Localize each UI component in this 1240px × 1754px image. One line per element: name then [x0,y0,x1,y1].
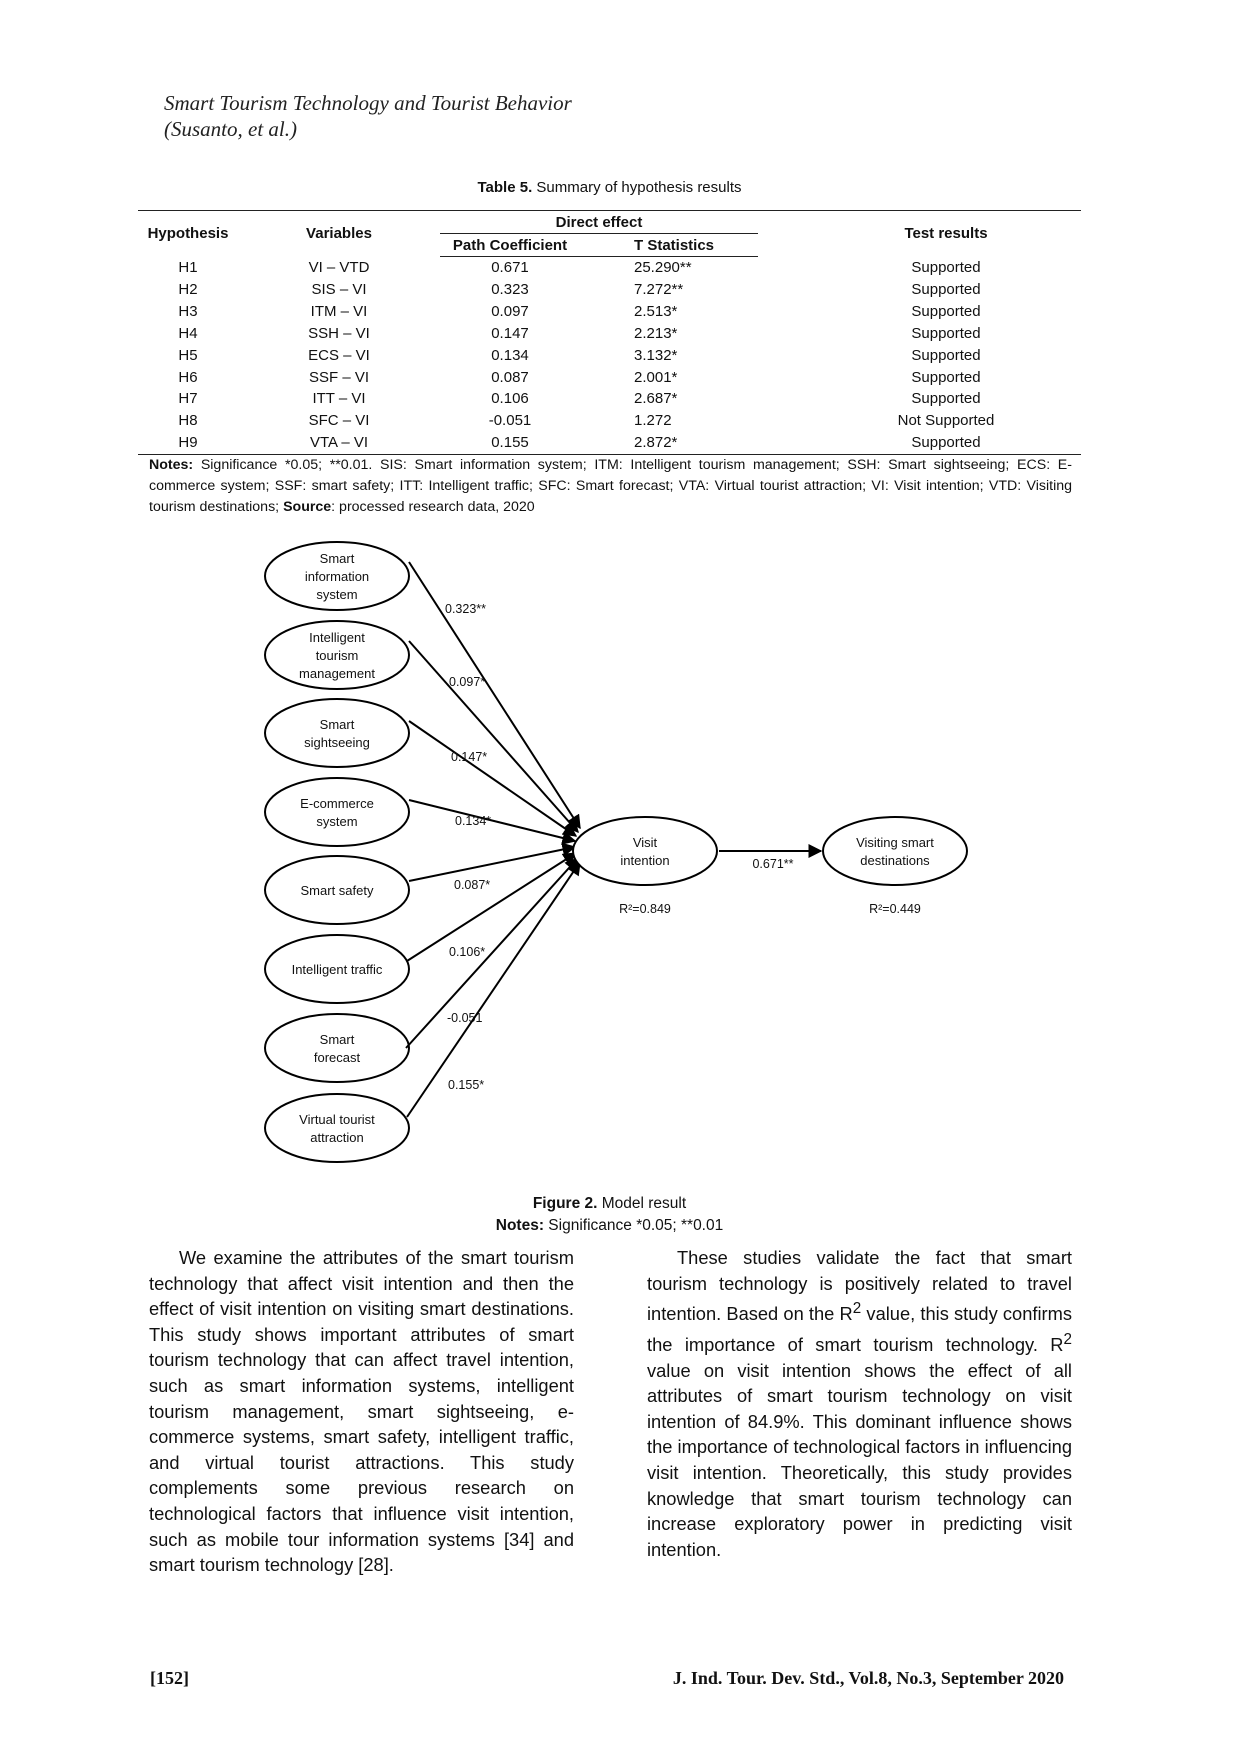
cell-path-coefficient: -0.051 [488,412,532,430]
header-test-results: Test results [811,211,1081,257]
cell-test-result: Supported [911,258,981,276]
source-label: Source [283,499,332,515]
left-paragraph: We examine the attributes of the smart tourism technology that affect visit intention and then the effect of visit intention on visiting smart destinations. This study shows important attributes of smart tourism technology that can affect travel intention, such as smart information systems, intelligent tourism management, smart sightseeing, e-commerce systems, smart safety, intelligent traffic, and virtual tourist attractions. This study complements some previous research on technological factors that influence visit intention, such as mobile tour information systems [34] and smart tourism technology [28]. [149,1247,574,1576]
figure-caption-label: Figure 2. [532,1195,598,1212]
cell-test-result: Supported [911,390,981,408]
cell-spacer [758,279,811,301]
header-direct-effect: Direct effect [440,211,758,234]
notes-text: Significance *0.05; **0.01. SIS: Smart information system; ITM: Intelligent tourism management; SSH: Smart sightseeing; ECS: E-commerce system; SSF: smart safety; ITT: Intelligent traffic; SFC: Smart forecast; VTA: Virtual tourist attraction; VI: Visit intention; VTD: Visiting tourism destinations; [149,457,1072,515]
right-text-2: value, this study confirms the importance of smart tourism technology. R [647,1303,1072,1355]
cell-hypothesis: H6 [178,368,198,386]
table-row [138,257,1081,279]
path-coefficient-label: 0.155* [448,1078,485,1092]
cell-test-result: Supported [911,346,981,364]
table-row [138,301,1081,323]
construct-label-line: Virtual tourist [299,1112,375,1127]
construct-label-line: sightseeing [304,735,370,750]
cell-t-statistics: 1.272 [634,412,672,430]
cell-path-coefficient: 0.097 [491,302,529,320]
construct-label-line: management [299,666,375,681]
construct-ellipse [265,778,409,846]
cell-spacer [758,323,811,345]
visit-intention-ellipse [573,817,717,885]
cell-t-statistics: 2.687* [634,390,678,408]
construct-ellipse [265,1094,409,1162]
header-variables: Variables [238,211,440,257]
destinations-ellipse [823,817,967,885]
cell-hypothesis: H1 [178,258,198,276]
construct-label-line: system [316,814,358,829]
construct-label-line: Intelligent [309,630,365,645]
cell-hypothesis: H8 [178,412,198,430]
source-text: : processed research data, 2020 [331,499,535,515]
construct-label-line: Intelligent traffic [291,962,383,977]
cell-path-coefficient: 0.147 [491,324,529,342]
cell-path-coefficient: 0.106 [491,390,529,408]
table-row [138,323,1081,345]
figure-notes-text: Significance *0.05; **0.01 [544,1217,724,1234]
table-row [138,388,1081,410]
construct-label-line: Smart [319,551,355,566]
table-caption [138,179,1081,196]
table-row [138,432,1081,454]
path-arrow [407,862,580,1117]
right-paragraph [647,1245,1072,1562]
figure-notes-label: Notes: [495,1217,544,1234]
cell-path-coefficient: 0.087 [491,368,529,386]
table-row [138,367,1081,389]
path-arrow [406,858,578,1048]
header-path-coefficient: Path Coefficient [440,234,580,257]
main-path-coefficient-label: 0.671** [752,857,794,871]
cell-variables: ITT – VI [312,390,366,408]
cell-variables: SSF – VI [308,368,370,386]
cell-test-result: Supported [911,302,981,320]
cell-variables: SFC – VI [308,412,370,430]
construct-label-line: system [316,587,358,602]
path-coefficient-label: 0.097* [449,675,486,689]
path-coefficient-label: 0.134* [455,814,492,828]
cell-variables: ITM – VI [310,302,368,320]
path-arrow [409,641,578,832]
header-hypothesis: Hypothesis [138,211,238,257]
construct-ellipse [265,699,409,767]
cell-variables: VTA – VI [238,432,440,454]
cell-t-statistics: 2.513* [634,302,678,320]
journal-reference: J. Ind. Tour. Dev. Std., Vol.8, No.3, September 2020 [672,1668,1064,1688]
path-coefficient-label: -0.051 [447,1011,483,1025]
cell-test-result: Supported [811,432,1081,454]
cell-test-result: Supported [911,324,981,342]
cell-variables: VI – VTD [308,258,370,276]
cell-t-statistics: 2.872* [580,432,758,454]
cell-spacer [758,388,811,410]
cell-path-coefficient: 0.155 [440,432,580,454]
construct-label-line: Smart safety [300,883,374,898]
table-row [138,410,1081,432]
cell-hypothesis: H5 [178,346,198,364]
cell-spacer [758,367,811,389]
cell-variables: ECS – VI [308,346,370,364]
cell-t-statistics: 7.272** [634,280,684,298]
running-header [164,90,572,142]
cell-t-statistics: 2.213* [634,324,678,342]
right-column [647,1245,1072,1562]
cell-hypothesis: H7 [178,390,198,408]
notes-label: Notes: [149,457,194,473]
cell-test-result: Supported [911,368,981,386]
construct-label-line: Smart [319,717,355,732]
cell-hypothesis: H9 [138,432,238,454]
table-notes [149,455,1072,518]
construct-ellipse [265,1014,409,1082]
path-coefficient-label: 0.087* [454,878,491,892]
cell-t-statistics: 25.290** [634,259,692,276]
visit-intention-r2: R²=0.849 [619,902,671,916]
cell-spacer [758,410,811,432]
cell-spacer [758,345,811,367]
cell-hypothesis: H2 [178,280,198,298]
cell-path-coefficient: 0.323 [491,280,529,298]
header-authors: (Susanto, et al.) [164,117,297,141]
left-column [149,1245,574,1578]
visit-intention-label-line: Visit [632,835,658,850]
construct-label-line: tourism [315,648,359,663]
path-arrow [409,800,575,841]
hypothesis-table [138,210,1081,455]
header-title: Smart Tourism Technology and Tourist Behavior [164,91,572,115]
path-coefficient-label: 0.106* [449,945,486,959]
cell-variables: SSH – VI [308,324,370,342]
path-arrow [409,562,580,828]
construct-label-line: information [304,569,370,584]
table-row [138,345,1081,367]
table-caption-text: Summary of hypothesis results [532,179,742,196]
page-number: [152] [150,1668,189,1688]
header-t-statistics: T Statistics [580,234,758,257]
destinations-label-line: destinations [860,853,930,868]
construct-label-line: forecast [313,1050,361,1065]
cell-spacer [758,432,811,454]
figure-caption-text: Model result [597,1195,687,1212]
cell-path-coefficient: 0.134 [491,346,529,364]
r-squared-sup-2: 2 [1063,1330,1072,1348]
cell-t-statistics: 3.132* [634,346,678,364]
cell-test-result: Supported [911,280,981,298]
cell-spacer [758,301,811,323]
cell-test-result: Not Supported [897,412,995,430]
path-coefficient-label: 0.147* [451,750,488,764]
visit-intention-label-line: intention [620,853,670,868]
table-row [138,279,1081,301]
cell-hypothesis: H3 [178,302,198,320]
destinations-label-line: Visiting smart [856,835,934,850]
cell-t-statistics: 2.001* [634,368,678,386]
figure-caption [138,1193,1081,1237]
table-caption-label: Table 5. [477,179,533,196]
header-spacer [758,211,811,257]
path-coefficient-label: 0.323** [445,602,487,616]
r-squared-sup-1: 2 [852,1300,862,1318]
path-arrow [409,721,576,836]
cell-hypothesis: H4 [178,324,198,342]
model-result-diagram [255,538,985,1178]
right-text-1: These studies validate the fact that smart tourism technology is positively related to travel intention. Based on the R [647,1247,1072,1325]
path-arrow [409,847,575,881]
cell-variables: SIS – VI [311,280,367,298]
construct-label-line: Smart [319,1032,355,1047]
cell-spacer [758,257,811,279]
cell-path-coefficient: 0.671 [491,259,529,276]
construct-label-line: E-commerce [300,796,374,811]
table-body [138,257,1081,455]
construct-label-line: attraction [310,1130,364,1145]
destinations-r2: R²=0.449 [869,902,921,916]
right-text-3: value on visit intention shows the effect of all attributes of smart tourism technology on visit intention of 84.9%. This dominant influence shows the importance of technological factors in influencing visit intention. Theoretically, this study provides knowledge that smart tourism technology can increase exploratory power in predicting visit intention. [647,1359,1072,1560]
